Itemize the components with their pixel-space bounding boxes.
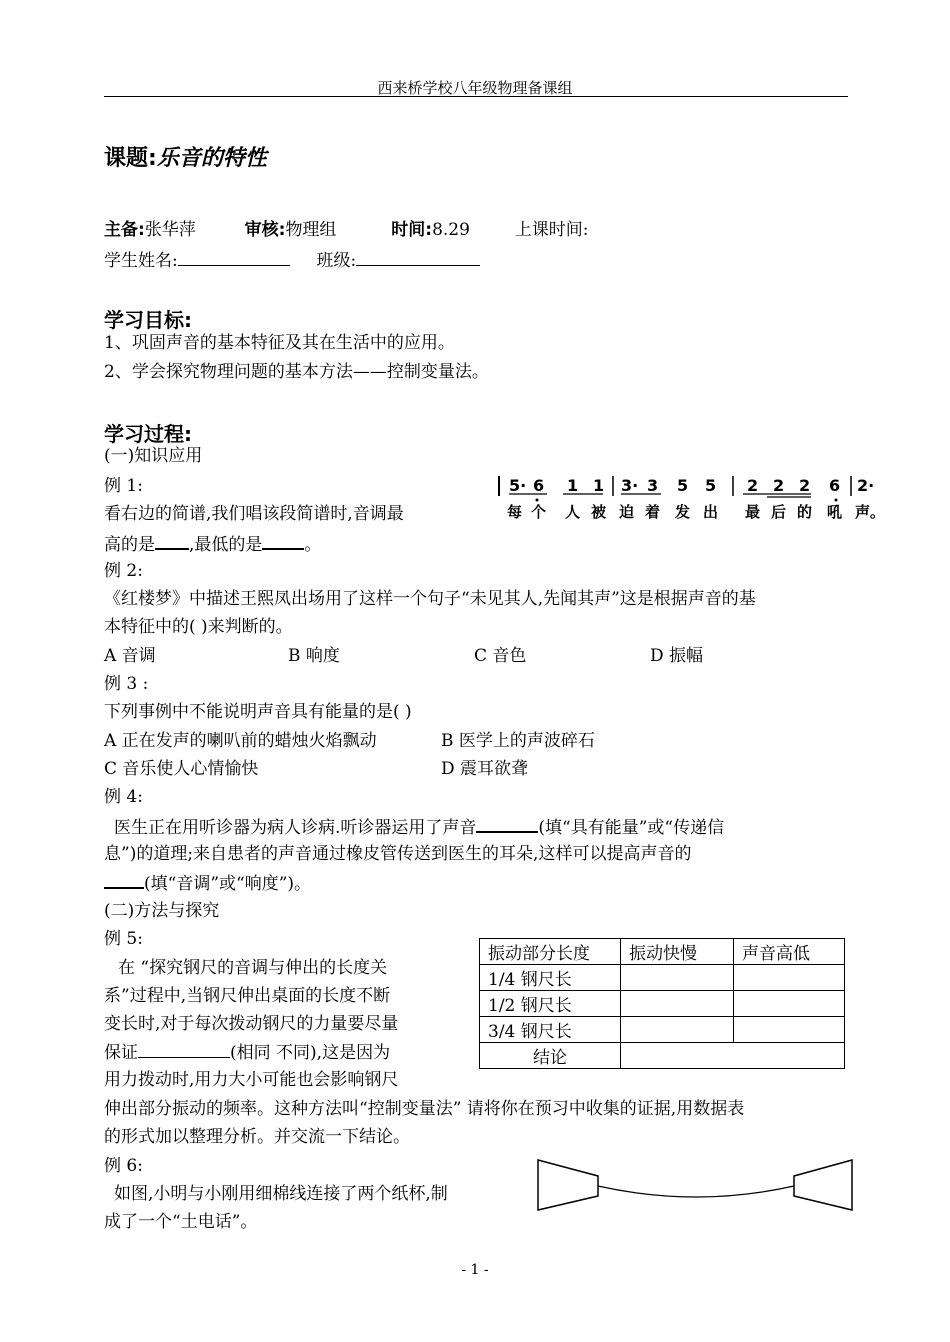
table-conclusion-label: 结论	[480, 1043, 621, 1069]
part1-heading: (一)知识应用	[104, 446, 203, 466]
jianpu-note: 2	[747, 476, 759, 495]
class-blank[interactable]	[356, 249, 480, 266]
table-header-cell: 振动快慢	[621, 939, 734, 965]
octave-dot	[536, 499, 539, 502]
jianpu-note: 6	[533, 476, 545, 495]
goal-item: 1、巩固声音的基本特征及其在生活中的应用。	[104, 333, 455, 353]
ex2-option-c: C 音色	[474, 646, 527, 666]
jianpu-note: 2·	[857, 476, 875, 495]
ex3-option-c: C 音乐使人心情愉快	[104, 759, 259, 779]
review-value: 物理组	[285, 220, 337, 240]
page-title	[104, 146, 267, 172]
ex1-text-line1: 看右边的简谱,我们唱该段简谱时,音调最	[104, 504, 404, 524]
ex3-option-d: D 震耳欲聋	[441, 759, 529, 779]
ex1-label: 例 1:	[104, 476, 143, 496]
student-name-blank[interactable]	[178, 249, 290, 266]
ex1-text-a: 高的是	[104, 535, 155, 555]
ex5-text-line2: 系”过程中,当钢尺伸出桌面的长度不断	[104, 986, 391, 1006]
ex4-text-line1	[114, 815, 724, 839]
octave-dot	[835, 499, 838, 502]
ex4-blank-2[interactable]	[104, 871, 144, 889]
time-value: 8.29	[432, 220, 470, 240]
ex2-text-line1: 《红楼梦》中描述王熙凤出场用了这样一个句子“未见其人,先闻其声”这是根据声音的基	[104, 589, 756, 609]
review-label: 审核:	[244, 220, 286, 240]
table-row-label: 1/2 钢尺长	[480, 991, 621, 1017]
ex4-label: 例 4:	[104, 787, 143, 807]
table-conclusion-row	[480, 1043, 845, 1069]
table-row	[480, 1017, 845, 1043]
table-conclusion-cell[interactable]	[621, 1043, 845, 1069]
jianpu-lyric: 出	[703, 503, 719, 521]
ex3-option-a: A 正在发声的喇叭前的蜡烛火焰飘动	[104, 731, 377, 751]
jianpu-note: 1	[593, 476, 605, 495]
ex4-text-a: 医生正在用听诊器为病人诊病.听诊器运用了声音	[114, 818, 477, 838]
table-cell[interactable]	[734, 1017, 845, 1043]
ex1-text-line2	[104, 532, 321, 556]
ex5-text-b: (相同 不同),这是因为	[230, 1043, 391, 1063]
jianpu-note: 2	[799, 476, 811, 495]
ex3-text: 下列事例中不能说明声音具有能量的是( )	[104, 702, 412, 722]
ex3-option-b: B 医学上的声波碎石	[441, 731, 595, 751]
string-telephone-figure	[536, 1158, 856, 1214]
ex2-option-a: A 音调	[104, 646, 156, 666]
jianpu-note: 5·	[509, 476, 527, 495]
jianpu-note: 3·	[621, 476, 639, 495]
ex6-text-line1: 如图,小明与小刚用细棉线连接了两个纸杯,制	[114, 1184, 448, 1204]
jianpu-lyric: 后	[771, 503, 787, 521]
host-value: 张华萍	[144, 220, 196, 240]
jianpu-note: 5	[677, 476, 689, 495]
table-header-cell: 声音高低	[734, 939, 845, 965]
ex3-label: 例 3 :	[104, 674, 149, 694]
jianpu-note: 3	[647, 476, 659, 495]
table-row	[480, 991, 845, 1017]
ex5-text-line6: 伸出部分振动的频率。这种方法叫“控制变量法” 请将你在预习中收集的证据,用数据表	[104, 1099, 745, 1119]
jianpu-lyric: 着	[645, 503, 661, 521]
ex4-text-line3	[104, 871, 311, 895]
title-label: 课题:	[104, 146, 157, 171]
jianpu-note: 6	[829, 476, 841, 495]
title-topic: 乐音的特性	[156, 146, 267, 171]
header-divider	[104, 96, 848, 97]
jianpu-lyric: 发	[675, 503, 691, 521]
ex2-label: 例 2:	[104, 561, 143, 581]
goals-heading: 学习目标:	[104, 308, 192, 332]
jianpu-note: 1	[567, 476, 579, 495]
jianpu-note: 5	[705, 476, 717, 495]
ex2-option-d: D 振幅	[650, 646, 704, 666]
jianpu-lyric: 迫	[619, 503, 635, 521]
jianpu-lyric: 声。	[855, 503, 886, 521]
ex5-blank[interactable]	[138, 1041, 230, 1058]
jianpu-lyric: 人	[565, 503, 581, 521]
ex5-label: 例 5:	[104, 929, 143, 949]
ex5-data-table	[479, 938, 845, 1069]
ex4-text-c: (填“音调”或“响度”)。	[144, 874, 312, 894]
page-number: - 1 -	[461, 1262, 489, 1278]
ex4-text-b: (填“具有能量”或“传递信	[538, 818, 725, 838]
cotton-string	[598, 1186, 794, 1197]
table-cell[interactable]	[734, 965, 845, 991]
ex1-lowest-blank[interactable]	[262, 532, 304, 550]
ex6-text-line2: 成了一个“土电话”。	[104, 1212, 258, 1232]
host-label: 主备:	[104, 220, 145, 240]
jianpu-lyric: 个	[531, 503, 547, 521]
ex5-text-line1: 在 “探究钢尺的音调与伸出的长度关	[118, 958, 388, 978]
table-cell[interactable]	[621, 991, 734, 1017]
jianpu-lyric: 最	[745, 503, 761, 521]
table-header-cell: 振动部分长度	[480, 939, 621, 965]
ex2-option-b: B 响度	[288, 646, 340, 666]
ex6-label: 例 6:	[104, 1156, 143, 1176]
table-row-label: 1/4 钢尺长	[480, 965, 621, 991]
ex2-text-line2: 本特征中的( )来判断的。	[104, 617, 293, 637]
part2-heading: (二)方法与探究	[104, 901, 220, 921]
jianpu-lyric: 每	[507, 503, 523, 521]
student-row	[104, 249, 480, 272]
table-row	[480, 965, 845, 991]
goal-item: 2、学会探究物理问题的基本方法——控制变量法。	[104, 362, 489, 382]
table-cell[interactable]	[621, 965, 734, 991]
ex4-text-line2: 息”)的道理;来自患者的声音通过橡皮管传送到医生的耳朵,这样可以提高声音的	[104, 844, 692, 864]
ex1-text-b: ,最低的是	[189, 535, 263, 555]
jianpu-lyric: 被	[591, 503, 607, 521]
table-row-label: 3/4 钢尺长	[480, 1017, 621, 1043]
process-heading: 学习过程:	[104, 422, 192, 446]
jianpu-lyric: 的	[797, 503, 813, 521]
ex4-blank-1[interactable]	[476, 815, 538, 833]
jianpu-lyric: 吼	[827, 503, 843, 521]
ex5-text-line4	[104, 1041, 390, 1064]
ex1-highest-blank[interactable]	[155, 532, 189, 550]
class-time-label: 上课时间:	[514, 220, 589, 240]
ex5-text-line7: 的形式加以整理分析。并交流一下结论。	[104, 1127, 410, 1147]
jianpu-note: 2	[773, 476, 785, 495]
meta-row	[104, 219, 588, 241]
jianpu-notation	[497, 474, 897, 522]
table-cell[interactable]	[734, 991, 845, 1017]
paper-cup-right	[794, 1160, 852, 1210]
class-label: 班级:	[316, 251, 357, 271]
table-header-row	[480, 939, 845, 965]
table-cell[interactable]	[621, 1017, 734, 1043]
paper-cup-left	[538, 1160, 598, 1210]
ex5-text-a: 保证	[104, 1043, 138, 1063]
time-label: 时间:	[391, 220, 433, 240]
ex5-text-line5: 用力拨动时,用力大小可能也会影响钢尺	[104, 1070, 399, 1090]
ex5-text-line3: 变长时,对于每次拨动钢尺的力量要尽量	[104, 1014, 399, 1034]
ex1-text-c: 。	[304, 535, 322, 555]
page-header: 西来桥学校八年级物理备课组	[377, 79, 573, 97]
student-name-label: 学生姓名:	[104, 251, 178, 271]
